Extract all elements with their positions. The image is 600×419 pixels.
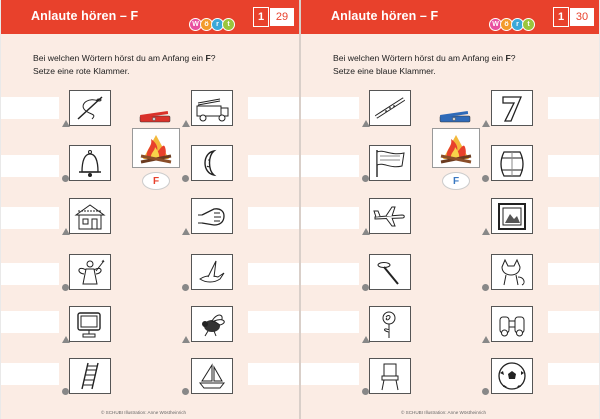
svg-text:✦: ✦ bbox=[101, 259, 106, 265]
logo-letter: W bbox=[489, 18, 502, 31]
sailboat-icon bbox=[194, 361, 230, 391]
picture-nail bbox=[369, 254, 411, 290]
worksheet-page-1 bbox=[1, 0, 299, 419]
clothespeg-icon bbox=[138, 110, 172, 128]
marker-triangle bbox=[482, 228, 490, 235]
page-number: 30 bbox=[569, 7, 595, 27]
answer-line-right[interactable] bbox=[548, 155, 599, 177]
picture-fairy bbox=[69, 254, 111, 290]
picture-ladder bbox=[69, 358, 111, 394]
picture-picture-frame bbox=[491, 198, 533, 234]
fist-icon bbox=[194, 201, 230, 231]
picture-bell bbox=[69, 145, 111, 181]
answer-line-left[interactable] bbox=[301, 155, 359, 177]
answer-line-left[interactable] bbox=[1, 363, 59, 385]
bird-icon bbox=[194, 257, 230, 287]
picture-moon bbox=[191, 145, 233, 181]
fire-truck-icon bbox=[194, 93, 230, 123]
binoculars-icon bbox=[494, 309, 530, 339]
picture-airplane bbox=[369, 198, 411, 234]
picture-chair bbox=[369, 358, 411, 394]
marker-triangle bbox=[62, 120, 70, 127]
page-header bbox=[301, 0, 599, 34]
logo-letter: ö bbox=[200, 18, 213, 31]
unit-number: 1 bbox=[553, 7, 569, 27]
page-number-badge bbox=[553, 7, 595, 27]
picture-football bbox=[491, 358, 533, 394]
instruction-line-1-end: ? bbox=[510, 53, 516, 63]
worksheet-page-2 bbox=[301, 0, 599, 419]
campfire-icon bbox=[133, 129, 179, 167]
instruction-text bbox=[33, 52, 215, 78]
instruction-letter: F bbox=[205, 53, 211, 63]
picture-house bbox=[69, 198, 111, 234]
woerter-logo bbox=[489, 17, 533, 31]
answer-line-left[interactable] bbox=[1, 263, 59, 285]
answer-line-right[interactable] bbox=[548, 207, 599, 229]
answer-line-left[interactable] bbox=[1, 207, 59, 229]
instruction-line-1 bbox=[33, 52, 215, 65]
example-letter-oval: F bbox=[142, 172, 170, 190]
answer-line-left[interactable] bbox=[301, 207, 359, 229]
picture-rose bbox=[369, 306, 411, 342]
answer-line-right[interactable] bbox=[248, 363, 299, 385]
example-fire-picture bbox=[432, 128, 480, 168]
barrel-icon bbox=[494, 148, 530, 178]
example-letter-oval: F bbox=[442, 172, 470, 190]
marker-circle bbox=[482, 388, 489, 395]
answer-line-right[interactable] bbox=[248, 207, 299, 229]
football-icon bbox=[494, 361, 530, 391]
answer-line-left[interactable] bbox=[301, 363, 359, 385]
marker-triangle bbox=[362, 336, 370, 343]
answer-line-right[interactable] bbox=[248, 311, 299, 333]
instruction-letter: F bbox=[505, 53, 511, 63]
instruction-line-1-start: Bei welchen Wörtern hörst du am Anfang ein bbox=[333, 53, 506, 63]
marker-circle bbox=[482, 284, 489, 291]
ladder-icon bbox=[72, 361, 108, 391]
marker-triangle bbox=[182, 336, 190, 343]
marker-circle bbox=[182, 175, 189, 182]
woerter-logo bbox=[189, 17, 233, 31]
marker-circle bbox=[362, 284, 369, 291]
picture-needle-and-thread bbox=[69, 90, 111, 126]
answer-line-right[interactable] bbox=[548, 97, 599, 119]
picture-fly bbox=[191, 306, 233, 342]
marker-triangle bbox=[62, 228, 70, 235]
fly-icon bbox=[194, 309, 230, 339]
picture-sailboat bbox=[191, 358, 233, 394]
fox-icon bbox=[494, 257, 530, 287]
recorder-flute-icon bbox=[372, 93, 408, 123]
marker-circle bbox=[362, 175, 369, 182]
campfire-icon bbox=[433, 129, 479, 167]
example-fire-picture bbox=[132, 128, 180, 168]
answer-line-right[interactable] bbox=[548, 311, 599, 333]
instruction-line-2: Setze eine blaue Klammer. bbox=[333, 66, 436, 76]
house-icon bbox=[72, 201, 108, 231]
answer-line-left[interactable] bbox=[1, 97, 59, 119]
answer-line-right[interactable] bbox=[248, 97, 299, 119]
rose-icon bbox=[372, 309, 408, 339]
picture-fist bbox=[191, 198, 233, 234]
answer-line-right[interactable] bbox=[248, 155, 299, 177]
monitor-icon bbox=[72, 309, 108, 339]
answer-line-left[interactable] bbox=[301, 97, 359, 119]
marker-triangle bbox=[182, 228, 190, 235]
marker-circle bbox=[362, 388, 369, 395]
page-title: Anlaute hören – F bbox=[331, 9, 439, 23]
logo-letter: W bbox=[189, 18, 202, 31]
marker-triangle bbox=[482, 120, 490, 127]
page-title: Anlaute hören – F bbox=[31, 9, 139, 23]
instruction-line-2: Setze eine rote Klammer. bbox=[33, 66, 130, 76]
bell-icon bbox=[72, 148, 108, 178]
picture-barrel bbox=[491, 145, 533, 181]
page-number-badge bbox=[253, 7, 295, 27]
page-footer: © SCHUBI Illustration: Anne Wöstheinrich bbox=[401, 410, 487, 415]
picture-binoculars bbox=[491, 306, 533, 342]
logo-letter: t bbox=[522, 18, 535, 31]
logo-letter: t bbox=[222, 18, 235, 31]
chair-icon bbox=[372, 361, 408, 391]
answer-line-left[interactable] bbox=[301, 311, 359, 333]
picture-fire-truck bbox=[191, 90, 233, 126]
instruction-line-1-end: ? bbox=[210, 53, 216, 63]
nail-icon bbox=[372, 257, 408, 287]
marker-triangle bbox=[362, 120, 370, 127]
logo-letter: r bbox=[511, 18, 524, 31]
instruction-text bbox=[333, 52, 515, 78]
logo-letter: ö bbox=[500, 18, 513, 31]
marker-circle bbox=[62, 284, 69, 291]
marker-circle bbox=[482, 175, 489, 182]
answer-line-left[interactable] bbox=[301, 263, 359, 285]
page-number: 29 bbox=[269, 7, 295, 27]
flag-icon bbox=[372, 148, 408, 178]
marker-triangle bbox=[482, 336, 490, 343]
moon-icon bbox=[194, 148, 230, 178]
picture-number-seven bbox=[491, 90, 533, 126]
instruction-line-1-start: Bei welchen Wörtern hörst du am Anfang ein bbox=[33, 53, 206, 63]
page-header bbox=[1, 0, 299, 34]
clothespeg-icon bbox=[438, 110, 472, 128]
picture-bird bbox=[191, 254, 233, 290]
logo-letter: r bbox=[211, 18, 224, 31]
picture-monitor bbox=[69, 306, 111, 342]
marker-circle bbox=[182, 388, 189, 395]
marker-triangle bbox=[62, 336, 70, 343]
picture-flag bbox=[369, 145, 411, 181]
answer-line-right[interactable] bbox=[548, 363, 599, 385]
answer-line-right[interactable] bbox=[248, 263, 299, 285]
marker-triangle bbox=[362, 228, 370, 235]
number-seven-icon bbox=[494, 93, 530, 123]
marker-triangle bbox=[182, 120, 190, 127]
airplane-icon bbox=[372, 201, 408, 231]
marker-circle bbox=[62, 175, 69, 182]
answer-line-right[interactable] bbox=[548, 263, 599, 285]
picture-frame-icon bbox=[494, 201, 530, 231]
instruction-line-1 bbox=[333, 52, 515, 65]
unit-number: 1 bbox=[253, 7, 269, 27]
answer-line-left[interactable] bbox=[1, 311, 59, 333]
marker-circle bbox=[182, 284, 189, 291]
marker-circle bbox=[62, 388, 69, 395]
needle-and-thread-icon bbox=[72, 93, 108, 123]
picture-recorder-flute bbox=[369, 90, 411, 126]
answer-line-left[interactable] bbox=[1, 155, 59, 177]
fairy-icon bbox=[72, 257, 108, 287]
picture-fox bbox=[491, 254, 533, 290]
page-footer: © SCHUBI Illustration: Anne Wöstheinrich bbox=[101, 410, 187, 415]
